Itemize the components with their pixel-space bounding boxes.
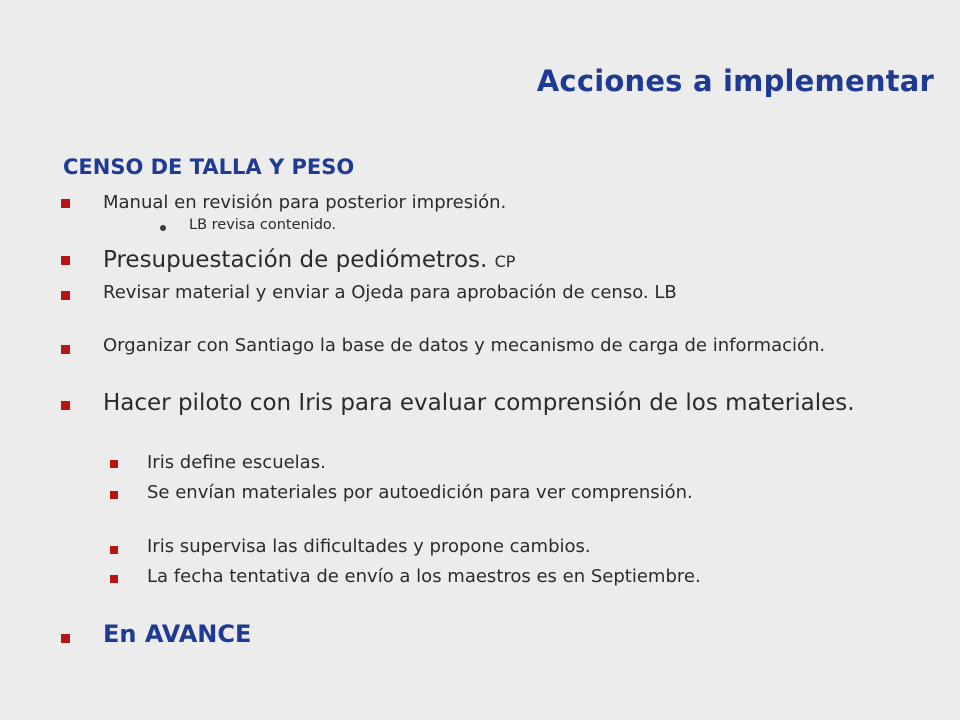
list-item-text: Manual en revisión para posterior impresión. — [103, 192, 507, 213]
section-heading: CENSO DE TALLA Y PESO — [63, 155, 355, 179]
red-square-bullet-icon — [61, 345, 70, 354]
red-square-bullet-icon — [110, 575, 118, 583]
red-square-bullet-icon — [61, 291, 70, 300]
red-square-bullet-icon — [110, 460, 118, 468]
list-item-text: Revisar material y enviar a Ojeda para aprobación de censo. LB — [103, 282, 677, 303]
red-square-bullet-icon — [61, 199, 70, 208]
red-square-bullet-icon — [110, 491, 118, 499]
list-item-text: Organizar con Santiago la base de datos y mecanismo de carga de información. — [103, 335, 826, 356]
list-item-text: Presupuestación de pediómetros. CP — [103, 247, 516, 273]
slide-title: Acciones a implementar — [536, 64, 934, 98]
red-square-bullet-icon — [61, 256, 70, 265]
sub-list-item-text: Iris supervisa las dificultades y propone cambios. — [147, 536, 591, 557]
sub-list-item-text: La fecha tentativa de envío a los maestros es en Septiembre. — [147, 566, 701, 587]
red-square-bullet-icon — [61, 401, 70, 410]
status-text: En AVANCE — [103, 620, 252, 648]
sub-list-item-text: Iris define escuelas. — [147, 452, 326, 473]
dot-bullet-icon — [160, 225, 166, 231]
sub-list-item-text: Se envían materiales por autoedición para ver comprensión. — [147, 482, 693, 503]
red-square-bullet-icon — [61, 634, 70, 643]
sub-list-item-text: LB revisa contenido. — [189, 217, 337, 233]
red-square-bullet-icon — [110, 546, 118, 554]
list-item-text: Hacer piloto con Iris para evaluar comprensión de los materiales. — [103, 390, 855, 416]
owner-initials: CP — [494, 252, 516, 271]
